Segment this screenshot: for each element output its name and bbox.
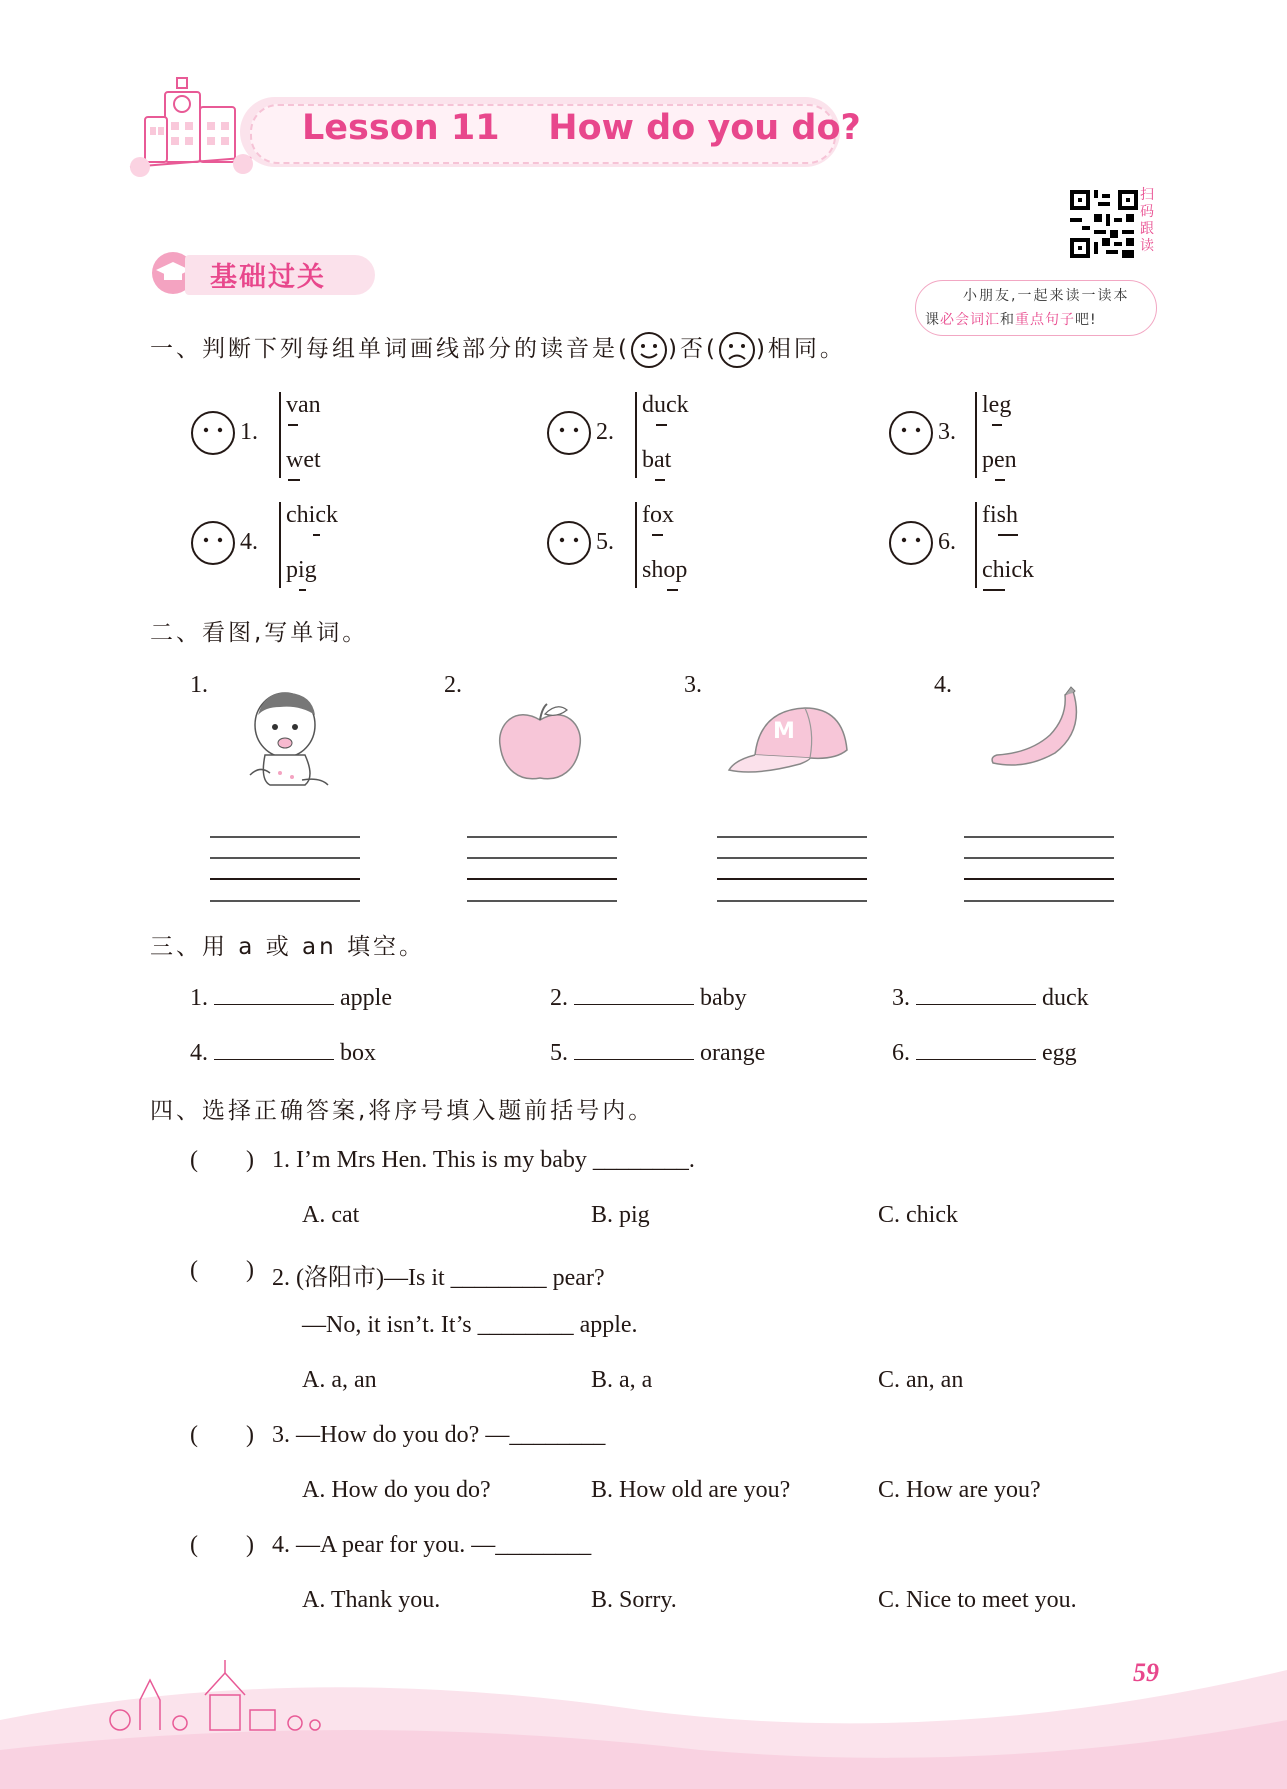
q1-word-4a: chick — [286, 502, 338, 528]
blank[interactable] — [214, 1037, 334, 1060]
q1-underline-4b — [299, 589, 306, 591]
q4-2-option-b: B. a, a — [591, 1367, 653, 1393]
q4-question-2-line2: —No, it isn’t. It’s ________ apple. — [302, 1312, 638, 1338]
answer-face-3[interactable] — [888, 410, 934, 456]
q3-item-3: 3. duck — [892, 982, 1089, 1012]
q4-question-4: 4. —A pear for you. —________ — [272, 1532, 592, 1558]
q4-4-option-b: B. Sorry. — [591, 1587, 677, 1613]
q4-answer-paren-4[interactable]: ( ) — [190, 1532, 254, 1558]
q1-num-4: 4. — [240, 529, 258, 555]
blank[interactable] — [574, 982, 694, 1005]
blank[interactable] — [574, 1037, 694, 1060]
section-tag: 基础过关 — [210, 262, 326, 293]
q1-underline-5b — [667, 589, 678, 591]
qr-code-icon[interactable] — [1070, 190, 1138, 258]
qr-label: 扫码跟读 — [1140, 187, 1154, 254]
q4-answer-paren-3[interactable]: ( ) — [190, 1422, 254, 1448]
apple-icon — [495, 700, 585, 785]
q1-instruction: 一、判断下列每组单词画线部分的读音是( )否( )相同。 — [150, 330, 846, 369]
q4-1-option-b: B. pig — [591, 1202, 650, 1228]
smile-face-icon — [630, 331, 668, 369]
q1-word-3b: pen — [982, 447, 1017, 473]
blank[interactable] — [916, 982, 1036, 1005]
q4-question-1: 1. I’m Mrs Hen. This is my baby ________. — [272, 1147, 695, 1173]
q1-num-6: 6. — [938, 529, 956, 555]
q4-answer-paren-1[interactable]: ( ) — [190, 1147, 254, 1173]
blank[interactable] — [214, 982, 334, 1005]
q1-bracket-4 — [279, 502, 281, 588]
q2-num-1: 1. — [190, 672, 208, 698]
q1-underline-4a — [313, 534, 320, 536]
q3-item-2: 2. baby — [550, 982, 747, 1012]
q3-instruction: 三、用 a 或 an 填空。 — [150, 934, 426, 960]
q3-item-4: 4. box — [190, 1037, 376, 1067]
q3-item-6: 6. egg — [892, 1037, 1077, 1067]
q1-underline-2b — [655, 479, 665, 481]
q1-num-5: 5. — [596, 529, 614, 555]
q1-word-6b: chick — [982, 557, 1034, 583]
q4-2-option-a: A. a, an — [302, 1367, 377, 1393]
q2-num-3: 3. — [684, 672, 702, 698]
q2-num-4: 4. — [934, 672, 952, 698]
q4-answer-paren-2[interactable]: ( ) — [190, 1257, 254, 1283]
q4-2-option-c: C. an, an — [878, 1367, 964, 1393]
q1-word-5b: shop — [642, 557, 688, 583]
answer-face-4[interactable] — [190, 520, 236, 566]
answer-face-6[interactable] — [888, 520, 934, 566]
cap-icon — [725, 700, 855, 780]
q1-word-1a: van — [286, 392, 321, 418]
q4-question-3: 3. —How do you do? —________ — [272, 1422, 606, 1448]
q1-underline-6b — [983, 589, 1005, 591]
q1-num-1: 1. — [240, 419, 258, 445]
q4-3-option-a: A. How do you do? — [302, 1477, 491, 1503]
q1-underline-5a — [652, 534, 663, 536]
q4-3-option-b: B. How old are you? — [591, 1477, 791, 1503]
q1-bracket-5 — [635, 502, 637, 588]
q1-word-4b: pig — [286, 557, 317, 583]
q1-word-6a: fish — [982, 502, 1018, 528]
q4-1-option-a: A. cat — [302, 1202, 360, 1228]
q1-word-2b: bat — [642, 447, 672, 473]
q1-bracket-1 — [279, 392, 281, 478]
castle-illustration — [100, 1655, 340, 1735]
frown-face-icon — [718, 331, 756, 369]
q1-num-3: 3. — [938, 419, 956, 445]
blank[interactable] — [916, 1037, 1036, 1060]
q1-underline-2a — [656, 424, 667, 426]
q4-instruction: 四、选择正确答案,将序号填入题前括号内。 — [150, 1098, 655, 1124]
q1-word-5a: fox — [642, 502, 674, 528]
q4-4-option-c: C. Nice to meet you. — [878, 1587, 1077, 1613]
q2-instruction: 二、看图,写单词。 — [150, 620, 369, 646]
q1-underline-6a — [998, 534, 1018, 536]
q2-num-2: 2. — [444, 672, 462, 698]
svg-text:M: M — [773, 719, 795, 744]
q1-word-1b: wet — [286, 447, 321, 473]
baby-icon — [240, 685, 335, 795]
q1-num-2: 2. — [596, 419, 614, 445]
q1-underline-3b — [995, 479, 1005, 481]
q4-1-option-c: C. chick — [878, 1202, 958, 1228]
answer-face-1[interactable] — [190, 410, 236, 456]
q4-question-2: 2. (洛阳市)—Is it ________ pear? — [272, 1265, 605, 1291]
q1-underline-3a — [992, 424, 1002, 426]
q4-3-option-c: C. How are you? — [878, 1477, 1041, 1503]
q1-bracket-3 — [975, 392, 977, 478]
tip-line-2: 课必会词汇和重点句子吧! — [925, 312, 1097, 328]
q1-bracket-2 — [635, 392, 637, 478]
q1-bracket-6 — [975, 502, 977, 588]
q1-underline-1b — [288, 479, 300, 481]
q1-underline-1a — [288, 424, 298, 426]
answer-face-5[interactable] — [546, 520, 592, 566]
page-number: 59 — [1133, 1658, 1159, 1687]
banana-icon — [985, 685, 1090, 775]
answer-face-2[interactable] — [546, 410, 592, 456]
q3-item-1: 1. apple — [190, 982, 392, 1012]
q1-word-3a: leg — [982, 392, 1012, 418]
lesson-title: Lesson 11 How do you do? — [302, 108, 861, 148]
tip-line-1: 小朋友,一起来读一读本 — [963, 288, 1130, 304]
q4-4-option-a: A. Thank you. — [302, 1587, 441, 1613]
q1-word-2a: duck — [642, 392, 689, 418]
q3-item-5: 5. orange — [550, 1037, 765, 1067]
